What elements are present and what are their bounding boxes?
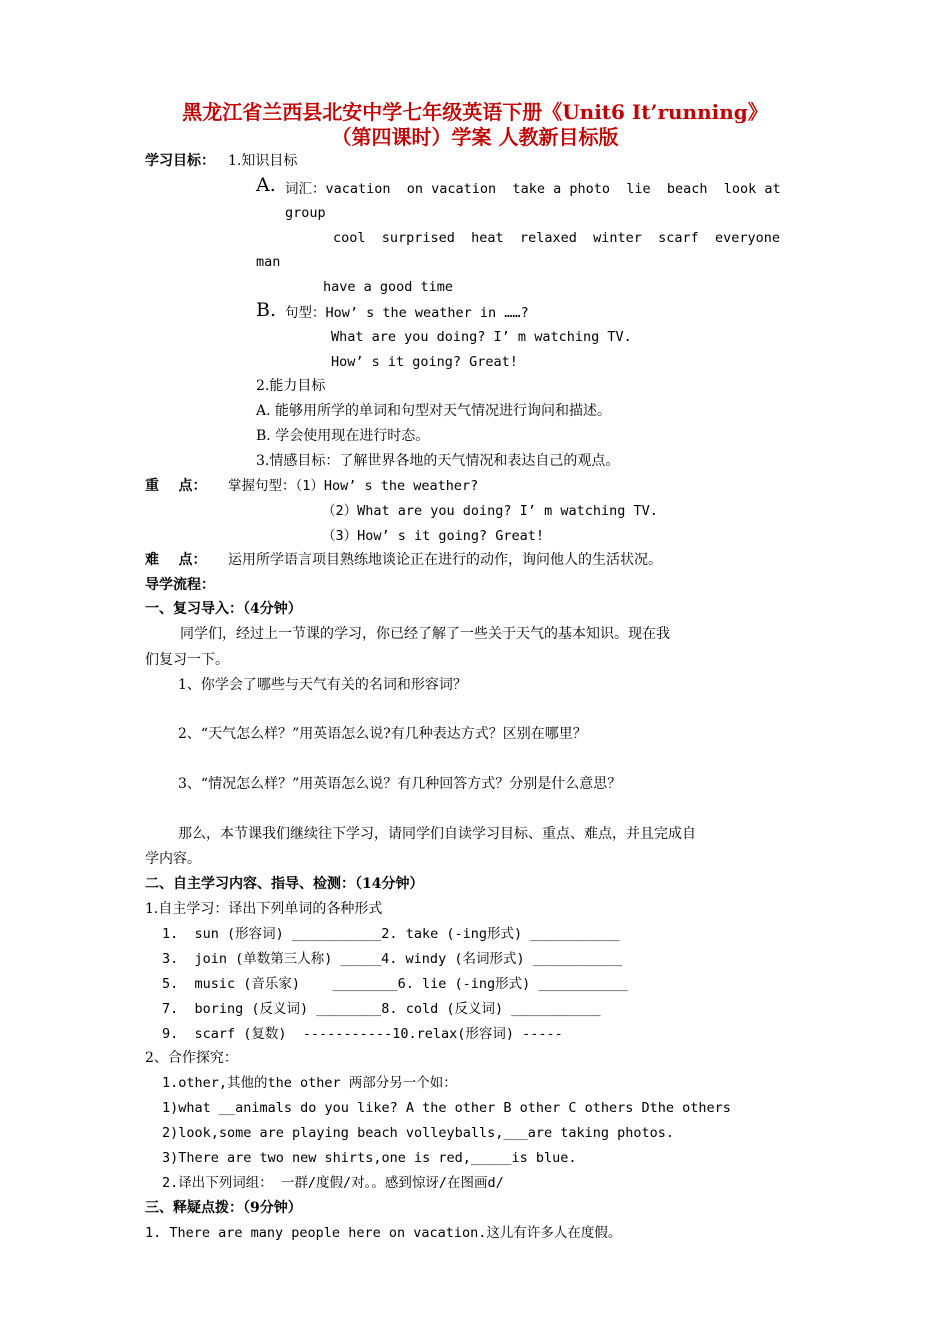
keypoints-label: 重 点： — [145, 478, 207, 494]
exercise-row-1: 1. sun (形容词) ___________2. take (-ing形式) ___________ — [162, 926, 620, 942]
exercise-row-4: 7. boring (反义词) ________8. cold (反义词) ___________ — [162, 1001, 601, 1017]
doc-title-line1: 黑龙江省兰西县北安中学七年级英语下册《Unit6 It’running》 — [182, 100, 768, 124]
doc-title-line2: （第四课时）学案 人教新目标版 — [331, 125, 619, 149]
marker-a: A. — [256, 174, 276, 196]
exercise-row-2: 3. join (单数第三人称) _____4. windy (名词形式) ___________ — [162, 951, 623, 967]
cooperation-line-3: 2)look,some are playing beach volleyballs,___are taking photos. — [162, 1125, 675, 1141]
sentence-pattern-2: What are you doing? I’ m watching TV. — [331, 329, 632, 345]
knowledge-heading: 1.知识目标 — [228, 153, 298, 169]
vocab-line-1: 词汇：vacation on vacation take a photo lie beach look at — [285, 181, 781, 197]
keypoints-line-2: （2）What are you doing? I’ m watching TV. — [322, 503, 658, 519]
section-1-para-4: 学内容。 — [145, 851, 201, 867]
keypoints-line-1: 掌握句型：（1）How’ s the weather? — [228, 478, 479, 494]
vocab-line-5: have a good time — [323, 279, 454, 295]
ability-b: B. 学会使用现在进行时态。 — [256, 428, 430, 444]
review-question-1: 1、你学会了哪些与天气有关的名词和形容词？ — [178, 677, 467, 693]
cooperation-heading: 2、合作探究： — [145, 1050, 238, 1066]
section-3-title: 三、释疑点拨：（9分钟） — [145, 1200, 302, 1216]
section-1-para-2: 们复习一下。 — [145, 652, 229, 668]
section-1-para-3: 那么，本节课我们继续往下学习，请同学们自读学习目标、重点、难点，并且完成自 — [178, 826, 696, 842]
objectives-label: 学习目标： — [145, 153, 215, 169]
cooperation-line-4: 3)There are two new shirts,one is red,_____is blue. — [162, 1150, 577, 1166]
sentence-pattern-1: 句型：How’ s the weather in ……? — [285, 305, 529, 321]
vocab-line-4: man — [256, 254, 281, 270]
exercise-row-5: 9. scarf (复数) -----------10.relax(形容词) ----- — [162, 1026, 563, 1042]
difficulty-label: 难 点： — [145, 552, 207, 568]
review-question-3: 3、“情况怎么样？”用英语怎么说？有几种回答方式？分别是什么意思？ — [178, 776, 622, 792]
review-question-2: 2、“天气怎么样？”用英语怎么说?有几种表达方式？区别在哪里？ — [178, 726, 587, 742]
ability-a: A. 能够用所学的单词和句型对天气情况进行询问和描述。 — [256, 403, 612, 419]
vocab-line-3: cool surprised heat relaxed winter scarf everyone — [333, 230, 781, 246]
section-3-line-1: 1. There are many people here on vacation.这儿有许多人在度假。 — [145, 1225, 622, 1241]
keypoints-line-3: （3）How’ s it going? Great! — [322, 528, 545, 544]
vocab-line-2: group — [285, 205, 326, 221]
sentence-pattern-3: How’ s it going? Great! — [331, 354, 518, 370]
section-2-title: 二、自主学习内容、指导、检测：（14分钟） — [145, 876, 424, 892]
cooperation-line-1: 1.other,其他的the other 两部分另一个如： — [162, 1075, 457, 1091]
section-1-title: 一、复习导入：（4分钟） — [145, 601, 302, 617]
self-study-heading: 1.自主学习：译出下列单词的各种形式 — [145, 901, 383, 917]
ability-heading: 2.能力目标 — [256, 378, 326, 394]
difficulty-text: 运用所学语言项目熟练地谈论正在进行的动作，询问他人的生活状况。 — [228, 552, 662, 568]
cooperation-line-2: 1)what __animals do you like? A the other B other C others Dthe others — [162, 1100, 731, 1116]
cooperation-line-5: 2.译出下列词组： 一群/度假/对。。感到惊讶/在图画d/ — [162, 1175, 504, 1191]
exercise-row-3: 5. music (音乐家) ________6. lie (-ing形式) ___________ — [162, 976, 628, 992]
marker-b: B. — [256, 299, 277, 321]
section-1-para-1: 同学们，经过上一节课的学习，你已经了解了一些关于天气的基本知识。现在我 — [180, 626, 670, 642]
emotion-goal: 3.情感目标：了解世界各地的天气情况和表达自己的观点。 — [256, 453, 620, 469]
process-label: 导学流程： — [145, 577, 215, 593]
